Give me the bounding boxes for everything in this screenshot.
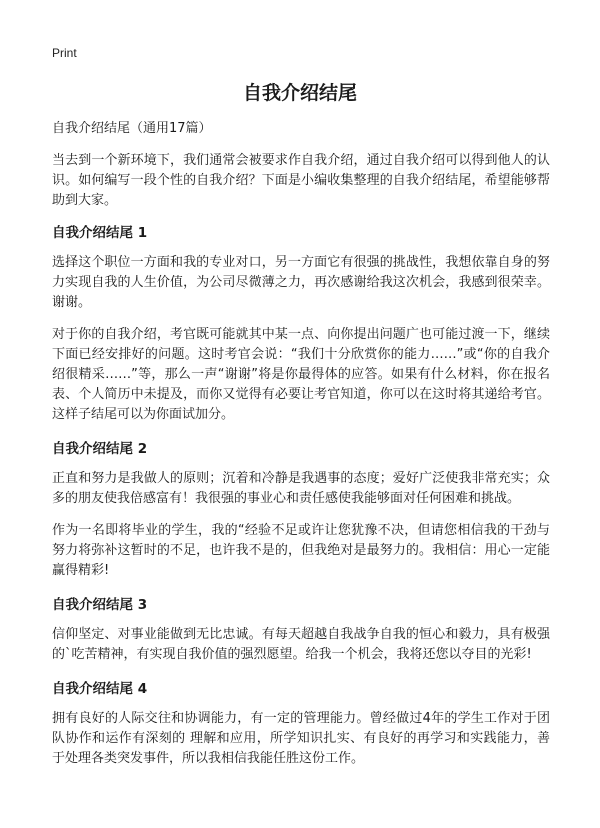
section-paragraph: 对于你的自我介绍，考官既可能就其中某一点、向你提出问题广也可能过渡一下，继续下面已经安排好的问题。这时考官会说：“我们十分欣赏你的能力……”或“你的自我介绍很精采……”等，那么一声“谢谢”将是你最得体的应答。如果有什么材料，你在报名表、个人简历中未提及，而你又觉得有必要让考官知道，你可以在这时将其递给考官。这样子结尾可以为你面试加分。 [52,327,550,422]
section-paragraph: 信仰坚定、对事业能做到无比忠诚。有每天超越自我战争自我的恒心和毅力，具有极强的`吃苦精神，有实现自我价值的强烈愿望。给我一个机会，我将还您以夺目的光彩! [52,627,550,662]
document-body [52,119,550,781]
section-heading: 自我介绍结尾 3 [52,597,148,613]
section-heading: 自我介绍结尾 4 [52,681,148,697]
section-heading: 自我介绍结尾 1 [52,225,148,241]
section-paragraph: 正直和努力是我做人的原则；沉着和冷静是我遇事的态度；爱好广泛使我非常充实；众多的朋友使我倍感富有！我很强的事业心和责任感使我能够面对任何困难和挑战。 [52,471,550,506]
section-paragraph: 作为一名即将毕业的学生，我的“经验不足或许让您犹豫不决，但请您相信我的干劲与努力将弥补这暂时的不足，也许我不是的，但我绝对是最努力的。我相信：用心一定能赢得精彩! [52,523,550,578]
section-paragraph: 选择这个职位一方面和我的专业对口，另一方面它有很强的挑战性，我想依靠自身的努力实现自我的人生价值，为公司尽微薄之力，再次感谢给我这次机会，我感到很荣幸。谢谢。 [52,255,550,310]
page-title: 自我介绍结尾 [242,82,357,104]
print-link[interactable]: Print [52,46,77,60]
section-paragraph: 拥有良好的人际交往和协调能力，有一定的管理能力。曾经做过4年的学生工作对于团队协作和运作有深刻的 理解和应用，所学知识扎实、有良好的再学习和实践能力，善于处理各类突发事件，所以我相信我能任胜这份工作。 [52,711,550,766]
document-subtitle: 自我介绍结尾（通用17篇） [52,121,212,136]
intro-paragraph: 当去到一个新环境下，我们通常会被要求作自我介绍，通过自我介绍可以得到他人的认识。如何编写一段个性的自我介绍？下面是小编收集整理的自我介绍结尾，希望能够帮助到大家。 [52,153,550,208]
section-heading: 自我介绍结尾 2 [52,441,148,457]
